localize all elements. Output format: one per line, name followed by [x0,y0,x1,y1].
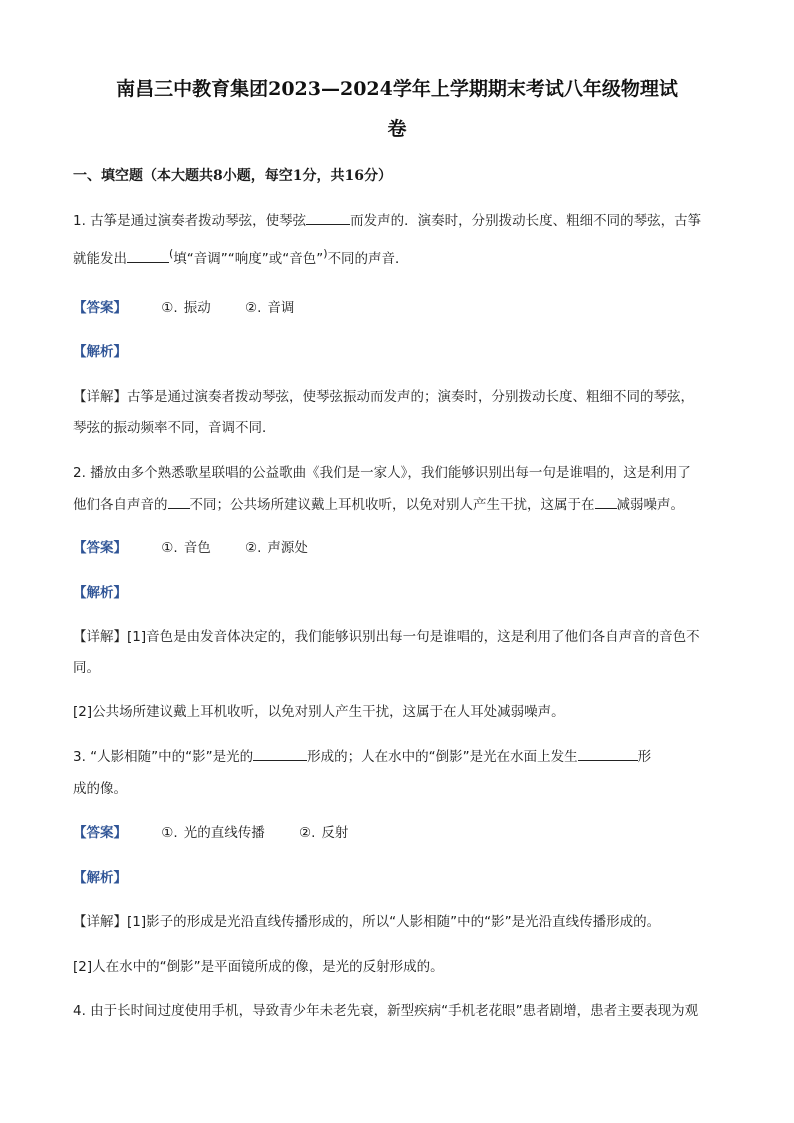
q1-text: 填“音调”“响度”或“音色” [173,251,324,267]
answer-number: ①. [161,300,178,316]
answer-blank [168,496,190,509]
detail-label: 【详解】 [73,914,127,930]
detail-line [73,385,694,405]
question-4-line-1 [73,999,698,1019]
detail-text: [1]影子的形成是光沿直线传播形成的，所以“人影相随”中的“影”是光沿直线传播形成的。 [127,914,661,930]
answer-number: ①. [161,825,178,841]
answer-blank [253,748,307,761]
detail-text: [1]音色是由发音体决定的，我们能够识别出每一句是谁唱的，这是利用了他们各自声音的音色不 [127,629,700,645]
detail-text: 琴弦的振动频率不同，音调不同． [73,420,276,436]
analysis-row [73,340,127,360]
question-2-line-2 [73,493,684,513]
detail-line [73,955,444,975]
analysis-row [73,866,127,886]
answer-number: ②. [245,540,262,556]
answer-text: 反射 [321,825,349,841]
question-1-line-2 [73,247,409,267]
detail-line [73,625,700,645]
q2-text: 他们各自声音的 [73,497,168,513]
answer-row [73,536,308,556]
question-2-line-1 [73,461,691,481]
answer-item [161,536,210,556]
q3-text: 成的像。 [73,781,127,797]
answer-text: 音色 [183,540,211,556]
question-3-line-2 [73,777,127,797]
detail-line [73,910,660,930]
answer-number: ②. [299,825,316,841]
q1-text: 就能发出 [73,251,127,267]
answer-item [299,821,348,841]
answer-item [245,536,308,556]
answer-label: 【答案】 [73,825,127,841]
answer-row [73,821,348,841]
q1-text: 而发声的．演奏时，分别拨动长度、粗细不同的琴弦，古筝 [350,213,702,229]
answer-blank [127,250,169,263]
answer-text: 音调 [267,300,295,316]
q1-text: 1. 古筝是通过演奏者拨动琴弦，使琴弦 [73,213,307,229]
q1-text: 不同的声音． [327,251,409,267]
detail-label: 【详解】 [73,629,127,645]
analysis-label: 【解析】 [73,870,127,886]
document-title-line-1: 南昌三中教育集团2023—2024学年上学期期末考试八年级物理试 [116,78,678,100]
detail-label: 【详解】 [73,389,127,405]
answer-text: 振动 [183,300,211,316]
q4-text: 4. 由于长时间过度使用手机，导致青少年未老先衰，新型疾病“手机老花眼”患者剧增，患者主要表现为观 [73,1003,699,1019]
detail-text: [2]公共场所建议戴上耳机收听，以免对别人产生干扰，这属于在人耳处减弱噪声。 [73,704,565,720]
detail-text: 同。 [73,660,100,676]
detail-line [73,656,100,676]
answer-number: ①. [161,540,178,556]
answer-text: 声源处 [267,540,308,556]
answer-row [73,296,294,316]
detail-text: 古筝是通过演奏者拨动琴弦，使琴弦振动而发声的；演奏时，分别拨动长度、粗细不同的琴弦， [127,389,694,405]
analysis-label: 【解析】 [73,344,127,360]
answer-text: 光的直线传播 [183,825,265,841]
answer-blank [306,212,350,225]
q2-text: 不同；公共场所建议戴上耳机收听，以免对别人产生干扰，这属于在 [189,497,595,513]
answer-blank [595,496,617,509]
answer-item [245,296,294,316]
answer-item [161,821,264,841]
q3-text: 3. “人影相随”中的“影”是光的 [73,749,254,765]
answer-label: 【答案】 [73,540,127,556]
detail-line [73,416,276,436]
detail-line [73,700,565,720]
answer-blank [578,748,638,761]
paren: ) [323,247,328,260]
q3-text: 形成的；人在水中的“倒影”是光在水面上发生 [307,749,578,765]
q2-text: 2. 播放由多个熟悉歌星联唱的公益歌曲《我们是一家人》，我们能够识别出每一句是谁唱的，这是利用了 [73,465,691,481]
answer-label: 【答案】 [73,300,127,316]
analysis-row [73,581,127,601]
answer-number: ②. [245,300,262,316]
q2-text: 减弱噪声。 [616,497,684,513]
q3-text: 形 [637,749,652,765]
question-1-line-1 [73,209,701,229]
detail-text: [2]人在水中的“倒影”是平面镜所成的像，是光的反射形成的。 [73,959,444,975]
analysis-label: 【解析】 [73,585,127,601]
question-3-line-1 [73,745,651,765]
document-title-line-2: 卷 [387,118,407,140]
answer-item [161,296,210,316]
paren: ( [169,247,174,260]
section-heading: 一、填空题（本大题共8小题，每空1分，共16分） [73,168,392,184]
